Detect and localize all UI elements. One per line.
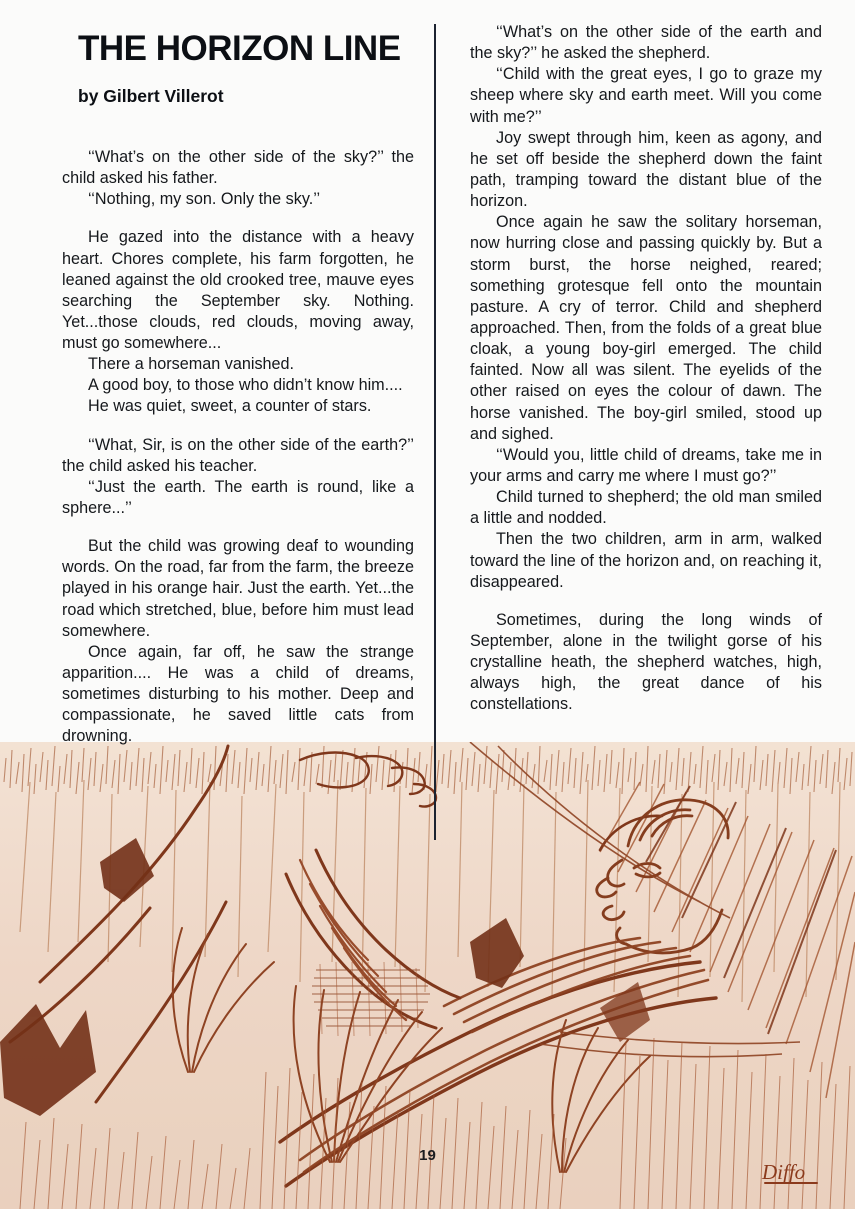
- paragraph: Then the two children, arm in arm, walked toward the line of the horizon and, on reaching it, disappeared.: [470, 530, 822, 591]
- paragraph: ‘‘What’s on the other side of the sky?’’ the child asked his father.: [62, 147, 414, 188]
- left-column-body: [62, 147, 414, 748]
- paragraph: Sometimes, during the long winds of September, alone in the twilight gorse of his crystalline heath, the shepherd watches, high, always high, the great dance of his constellations.: [470, 610, 822, 714]
- artist-signature: [762, 1160, 818, 1184]
- paragraph: ‘‘Nothing, my son. Only the sky.’’: [88, 190, 321, 209]
- artist-signature-text: Diffo: [762, 1160, 806, 1184]
- page-number: 19: [419, 1147, 436, 1164]
- right-column: [470, 22, 822, 716]
- byline: by Gilbert Villerot: [78, 85, 224, 106]
- paragraph: Child turned to shepherd; the old man smiled a little and nodded.: [470, 488, 822, 528]
- paragraph: Joy swept through him, keen as agony, and he set off beside the shepherd down the faint path, tramping toward the distant blue of the horizon.: [470, 128, 822, 211]
- illustration-child-in-grass: [0, 742, 855, 1209]
- paragraph: ‘‘Child with the great eyes, I go to graze my sheep where sky and earth meet. Will you come with me?’’: [470, 65, 822, 126]
- illustration-svg: [0, 742, 855, 1209]
- paragraph: Once again he saw the solitary horseman, now hurring close and passing quickly by. But a storm burst, the horse neighed, reared; something grotesque fell onto the mountain pasture. A cry of terror. Child and shepherd approached. Then, from the folds of a great blue cloak, a young boy-girl emerged. The child fainted. Now all was silent. The eyelids of the other raised on eyes the colour of dawn. The horse vanished. The boy-girl smiled, stood up and sighed.: [470, 213, 822, 443]
- paragraph: There a horseman vanished.: [88, 355, 295, 374]
- column-divider: [434, 24, 436, 840]
- page-title: THE HORIZON LINE: [78, 29, 401, 68]
- paragraph: Once again, far off, he saw the strange apparition.... He was a child of dreams, sometimes disturbing to his mother. Deep and compassionate, he saved little cats from drowning.: [62, 642, 414, 746]
- paragraph: ‘‘What, Sir, is on the other side of the earth?’’ the child asked his teacher.: [62, 435, 414, 475]
- paragraph: He was quiet, sweet, a counter of stars.: [88, 397, 372, 416]
- paragraph: ‘‘Would you, little child of dreams, take me in your arms and carry me where I must go?’’: [470, 445, 822, 485]
- left-column: [62, 22, 414, 748]
- paragraph: ‘‘What’s on the other side of the earth and the sky?’’ he asked the shepherd.: [470, 23, 822, 63]
- right-column-body: [470, 22, 822, 716]
- paragraph: But the child was growing deaf to wounding words. On the road, far from the farm, the breeze played in his orange hair. Just the earth. Yet...the road which stretched, blue, before him must lead somewhere.: [62, 537, 414, 640]
- paragraph: He gazed into the distance with a heavy heart. Chores complete, his farm forgotten, he leaned against the old crooked tree, mauve eyes searching the September sky. Nothing. Yet...those clouds, red clouds, moving away, must go somewhere...: [62, 228, 414, 353]
- paragraph: ‘‘Just the earth. The earth is round, like a sphere...’’: [62, 477, 414, 518]
- paragraph: A good boy, to those who didn’t know him....: [88, 376, 403, 395]
